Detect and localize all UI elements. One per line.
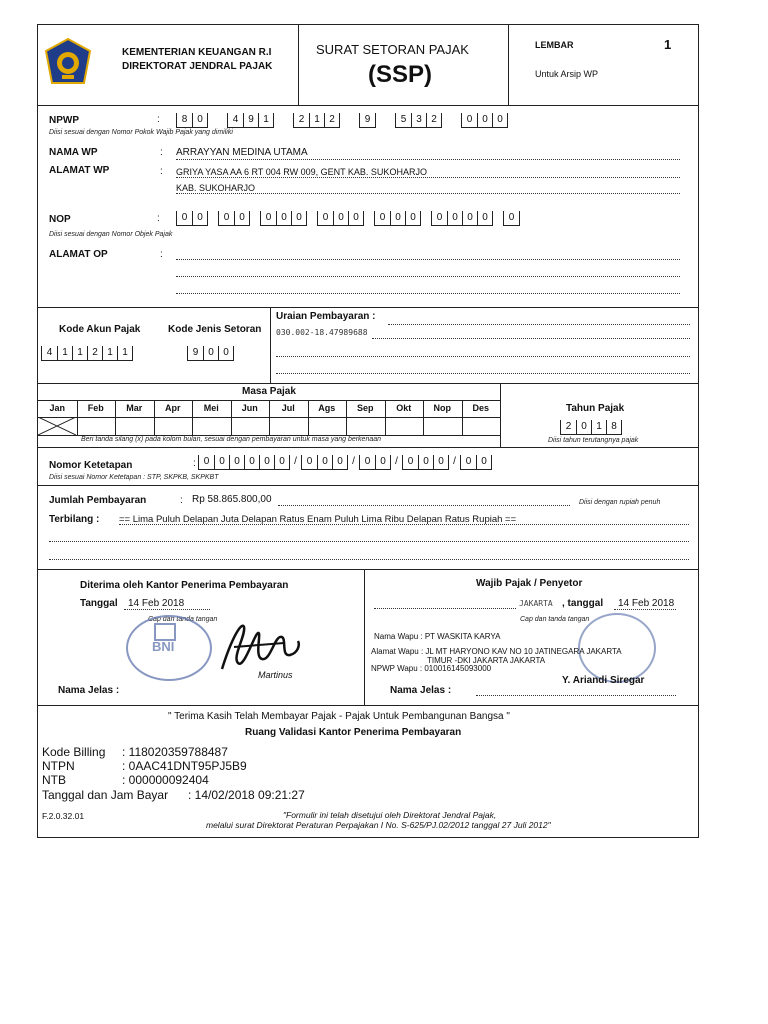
digit-cell: 0	[447, 211, 462, 225]
lembar-note: Untuk Arsip WP	[535, 69, 599, 79]
digit-group	[359, 113, 376, 128]
validation-row-value: : 0AAC41DNT95PJ5B9	[122, 759, 247, 773]
ministry-name: KEMENTERIAN KEUANGAN R.I	[122, 47, 272, 58]
digit-group	[41, 346, 133, 361]
digit-cell: 0	[203, 456, 210, 467]
payer-alamat-wapu-1: Alamat Wapu : JL MT HARYONO KAV NO 10 JATINEGARA JAKARTA	[371, 647, 622, 656]
npwp-boxes	[176, 113, 508, 127]
digit-cell: 2	[298, 114, 305, 125]
digit-cell: 2	[565, 421, 572, 432]
digit-cell: 0	[379, 212, 386, 223]
npwp-hint: Diisi sesuai dengan Nomor Pokok Wajib Pajak yang dimiliki	[49, 129, 233, 136]
month-header-jul: Jul	[281, 403, 295, 413]
nama-wp-label: NAMA WP	[49, 147, 98, 158]
digit-cell: 0	[192, 211, 207, 225]
month-header-ags: Ags	[318, 403, 336, 413]
digit-group	[460, 455, 492, 470]
kode-akun-label: Kode Akun Pajak	[59, 324, 141, 335]
digit-cell: 1	[117, 346, 132, 360]
digit-cell: 3	[411, 113, 426, 127]
digit-cell: 0	[332, 455, 347, 469]
digit-cell: 0	[508, 212, 515, 223]
npwp-label: NPWP	[49, 115, 79, 126]
nomor-ketetapan-hint: Diisi sesuai Nomor Ketetapan : STP, SKPKB, SKPKBT	[49, 474, 219, 481]
box-separator: /	[352, 456, 355, 467]
form-title: SURAT SETORAN PAJAK	[316, 42, 469, 57]
month-header-mar: Mar	[126, 403, 143, 413]
digit-cell: 0	[364, 456, 371, 467]
digit-group	[374, 211, 421, 226]
month-header-jun: Jun	[241, 403, 258, 413]
jumlah-value: Rp 58.865.800,00	[192, 494, 272, 505]
digit-cell: 0	[375, 455, 390, 469]
tahun-pajak-label: Tahun Pajak	[566, 403, 625, 414]
digit-cell: 0	[348, 211, 363, 225]
digit-cell: 0	[291, 211, 306, 225]
digit-cell: 0	[492, 113, 507, 127]
payer-tanggal-value: 14 Feb 2018	[618, 598, 675, 609]
receiver-tanggal-label: Tanggal	[80, 598, 118, 609]
digit-group	[431, 211, 493, 226]
digit-group	[301, 455, 348, 470]
tahun-pajak-boxes	[560, 420, 622, 434]
digit-cell: 1	[591, 420, 606, 434]
digit-cell: 0	[436, 212, 443, 223]
ssp-form: KEMENTERIAN KEUANGAN R.I DIREKTORAT JENDRAL PAJAK SURAT SETORAN PAJAK (SSP) LEMBAR 1 Untuk Arsip WP NPWP : 8 0 4 9 1 2 1 2 9 5 3 2 0 0 0 Diisi sesuai dengan Nomor Pokok Wajib Pajak yang dimiliki NAMA WP : ARRAYYAN MEDINA UTAMA ALAMAT WP : GRIYA YASA AA 6 RT 004 RW 009, GENT KAB. SUKOHARJO KAB. SUKOHARJO NOP : 0 0 0 0 0 0 0 0 0 0 0 0 0 0 0 0 0 0 Diisi sesuai dengan Nomor Objek Pajak ALAMAT OP : Kode Akun Pajak Kode Jenis Setoran 4 1 1 2 1 1 9 0 0 Uraian Pembayaran : 030.002-18.47989688 Masa Pajak Jan Feb Mar Apr Mei Jun Jul Ags Sep Okt Nop Des Beri tanda silang (x) pada kolom bulan, sesuai dengan pembayaran untuk masa yang berkenaan Tahun Pajak 2 0 1 8 Diisi tahun terutangnya pajak Nomor Ketetapan : 0 0 0 0 0 0 / 0 0 0 / 0 0 / 0 0 0 / 0 0 Diisi sesuai Nomor Ketetapan : STP, SKPKB, SKPKBT Jumlah Pembayaran : Rp 58.865.800,00 Diisi dengan rupiah penuh Terbilang : == Lima Puluh Delapan Juta Delapan Ratus Enam Puluh Lima Ribu Delapan Ratus Rupiah == Diterima oleh Kantor Penerima Pembayaran Tanggal 14 Feb 2018 Cap dan tanda tangan BNI Martinus Nama Jelas : Wajib Pajak / Penyetor JAKARTA , tanggal 14 Feb 2018 Cap dan tanda tangan Nama Wapu : PT WASKITA KARYA Alamat Wapu : JL MT HARYONO KAV NO 10 JATINEGARA JAKARTA TIMUR -DKI JAKARTA JAKARTA NPWP Wapu : 010016145093000 Y. Ariandi Siregar Nama Jelas : " Terima Kasih Telah Membayar Pajak - Pajak Untuk Pembangunan Bangsa " Ruang Validasi Kantor Penerima Pembayaran Kode Billing : 118020359788487 NTPN : 0AAC41DNT95PJ5B9 NTB : 000000092404 Tanggal dan Jam Bayar : 14/02/2018 09:21:27 F.2.0.32.01 "Formulir ini telah disetujui oleh Direktorat Jendral Pajak, melalui surat Direktorat Peraturan Perpajakan I No. S-625/PJ.02/2012 tanggal 27 Juli 2012"	[37, 24, 699, 838]
validation-row-label: Tanggal dan Jam Bayar	[42, 788, 169, 802]
digit-cell: 0	[405, 211, 420, 225]
digit-cell: 0	[317, 455, 332, 469]
digit-group	[176, 211, 208, 226]
footnote-line-1: "Formulir ini telah disetujui oleh Direktorat Jendral Pajak,	[283, 810, 497, 820]
digit-cell: 2	[426, 113, 441, 127]
masa-pajak-title: Masa Pajak	[242, 386, 296, 397]
digit-group	[461, 113, 508, 128]
digit-cell: 0	[466, 114, 473, 125]
digit-cell: 0	[576, 420, 591, 434]
month-header-des: Des	[472, 403, 489, 413]
digit-group	[293, 113, 340, 128]
lembar-number: 1	[664, 37, 672, 52]
kode-jenis-boxes	[187, 346, 234, 360]
receiver-nama-jelas-label: Nama Jelas :	[58, 685, 120, 696]
validation-row-label: NTPN	[42, 759, 75, 773]
digit-cell: 0	[333, 211, 348, 225]
digit-cell: 0	[218, 346, 233, 360]
payer-nama-jelas-label: Nama Jelas :	[390, 685, 452, 696]
digit-cell: 8	[606, 420, 621, 434]
digit-cell: 0	[433, 455, 448, 469]
receiver-title: Diterima oleh Kantor Penerima Pembayaran	[80, 580, 289, 591]
month-header-apr: Apr	[165, 403, 181, 413]
digit-cell: 0	[477, 113, 492, 127]
digit-cell: 4	[46, 347, 53, 358]
digit-group	[260, 211, 307, 226]
kode-jenis-label: Kode Jenis Setoran	[168, 324, 262, 335]
terbilang-label: Terbilang :	[49, 514, 100, 525]
digit-cell: 2	[87, 346, 102, 360]
footnote-line-2: melalui surat Direktorat Peraturan Perpajakan I No. S-625/PJ.02/2012 tanggal 27 Juli 2012"	[206, 820, 551, 830]
digit-group	[187, 346, 234, 361]
digit-cell: 8	[181, 114, 188, 125]
digit-cell: 1	[309, 113, 324, 127]
digit-group	[395, 113, 442, 128]
validation-title: Ruang Validasi Kantor Penerima Pembayaran	[245, 727, 462, 738]
digit-group	[359, 455, 391, 470]
digit-cell: 0	[465, 456, 472, 467]
receiver-cap-hint: Cap dan tanda tangan	[148, 616, 218, 623]
box-separator: /	[395, 456, 398, 467]
digit-cell: 2	[324, 113, 339, 127]
validation-row-value: : 14/02/2018 09:21:27	[188, 788, 305, 802]
digit-cell: 0	[265, 212, 272, 223]
payer-title: Wajib Pajak / Penyetor	[476, 578, 583, 589]
nop-label: NOP	[49, 214, 71, 225]
jumlah-label: Jumlah Pembayaran	[49, 495, 147, 506]
month-header-jan: Jan	[49, 403, 65, 413]
digit-group	[317, 211, 364, 226]
nomor-ketetapan-colon: :	[193, 458, 196, 469]
box-separator: /	[453, 456, 456, 467]
digit-group	[402, 455, 449, 470]
digit-cell: 0	[223, 212, 230, 223]
digit-cell: 9	[243, 113, 258, 127]
ministry-logo	[44, 37, 92, 87]
digit-cell: 5	[400, 114, 407, 125]
nomor-ketetapan-boxes	[198, 455, 492, 469]
digit-cell: 9	[364, 114, 371, 125]
masa-pajak-hint: Beri tanda silang (x) pada kolom bulan, sesuai dengan pembayaran untuk masa yang berkenaan	[81, 436, 382, 443]
alamat-wp-line1: GRIYA YASA AA 6 RT 004 RW 009, GENT KAB. SUKOHARJO	[176, 167, 427, 177]
validation-row-label: Kode Billing	[42, 745, 106, 759]
digit-cell: 0	[192, 113, 207, 127]
nop-boxes	[176, 211, 520, 225]
lembar-label: LEMBAR	[535, 40, 574, 50]
nomor-ketetapan-label: Nomor Ketetapan	[49, 460, 133, 471]
payer-nama-wapu: Nama Wapu : PT WASKITA KARYA	[374, 632, 501, 641]
digit-cell: 0	[462, 211, 477, 225]
directorate-name: DIREKTORAT JENDRAL PAJAK	[122, 61, 273, 72]
digit-cell: 0	[322, 212, 329, 223]
month-header-okt: Okt	[396, 403, 412, 413]
bni-stamp: BNI	[126, 615, 212, 681]
receiver-signer-name: Martinus	[258, 670, 293, 680]
validation-row-value: : 000000092404	[122, 773, 209, 787]
month-jan-cross	[38, 417, 76, 435]
jumlah-hint: Diisi dengan rupiah penuh	[579, 499, 661, 506]
digit-cell: 1	[102, 346, 117, 360]
digit-cell: 4	[232, 114, 239, 125]
digit-cell: 0	[181, 212, 188, 223]
kode-akun-boxes	[41, 346, 133, 360]
digit-cell: 0	[244, 455, 259, 469]
payer-npwp-wapu: NPWP Wapu : 010016145093000	[371, 664, 492, 673]
validation-row-value: : 118020359788487	[122, 745, 228, 759]
box-separator: /	[294, 456, 297, 467]
alamat-op-label: ALAMAT OP	[49, 249, 108, 260]
digit-group	[503, 211, 520, 226]
digit-cell: 0	[234, 211, 249, 225]
digit-cell: 0	[214, 455, 229, 469]
digit-cell: 0	[203, 346, 218, 360]
digit-cell: 0	[407, 456, 414, 467]
digit-cell: 0	[274, 455, 289, 469]
uraian-value: 030.002-18.47989688	[276, 328, 368, 337]
payer-cap-hint: Cap dan tanda tangan	[520, 616, 590, 623]
nama-wp-value: ARRAYYAN MEDINA UTAMA	[176, 147, 308, 158]
digit-cell: 0	[259, 455, 274, 469]
alamat-wp-label: ALAMAT WP	[49, 165, 110, 176]
digit-group	[218, 211, 250, 226]
digit-cell: 0	[477, 211, 492, 225]
receiver-tanggal-value: 14 Feb 2018	[128, 598, 185, 609]
digit-group	[227, 113, 274, 128]
digit-cell: 0	[276, 211, 291, 225]
month-header-nop: Nop	[433, 403, 451, 413]
uraian-label: Uraian Pembayaran :	[276, 311, 376, 322]
digit-cell: 0	[476, 455, 491, 469]
digit-cell: 0	[418, 455, 433, 469]
payer-alamat-wapu-2: TIMUR -DKI JAKARTA JAKARTA	[427, 656, 546, 665]
digit-group	[176, 113, 208, 128]
form-number: F.2.0.32.01	[42, 811, 85, 821]
tahun-pajak-hint: Diisi tahun terutangnya pajak	[548, 437, 639, 444]
digit-cell: 1	[57, 346, 72, 360]
digit-group	[198, 455, 290, 470]
digit-cell: 1	[72, 346, 87, 360]
nop-hint: Diisi sesuai dengan Nomor Objek Pajak	[49, 231, 173, 238]
payer-city: JAKARTA	[519, 599, 553, 608]
month-header-feb: Feb	[87, 403, 104, 413]
alamat-wp-line2: KAB. SUKOHARJO	[176, 183, 256, 193]
month-header-sep: Sep	[356, 403, 374, 413]
terbilang-value: == Lima Puluh Delapan Juta Delapan Ratus Enam Puluh Lima Ribu Delapan Ratus Rupiah ==	[119, 514, 517, 525]
payer-signer-name: Y. Ariandi Siregar	[562, 675, 645, 686]
month-header-mei: Mei	[203, 403, 219, 413]
payer-tanggal-label: , tanggal	[562, 598, 604, 609]
digit-cell: 0	[390, 211, 405, 225]
digit-group	[560, 420, 622, 435]
slogan: " Terima Kasih Telah Membayar Pajak - Pajak Untuk Pembangunan Bangsa "	[168, 711, 510, 722]
receiver-signature	[214, 617, 304, 677]
digit-cell: 1	[258, 113, 273, 127]
digit-cell: 0	[229, 455, 244, 469]
digit-cell: 9	[192, 347, 199, 358]
digit-cell: 0	[306, 456, 313, 467]
validation-row-label: NTB	[42, 773, 66, 787]
form-code: (SSP)	[368, 61, 433, 88]
